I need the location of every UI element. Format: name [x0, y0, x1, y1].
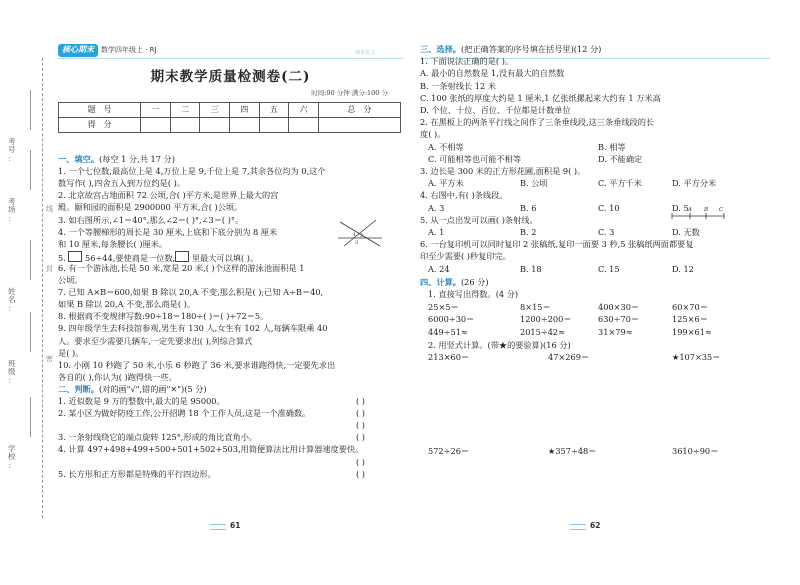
brand-subtitle: 数学四年级上 · RJ [101, 45, 157, 54]
calc-item: 47×269＝ [548, 352, 590, 362]
question-line: A. 最小的自然数是 1,没有最大的自然数 [420, 68, 565, 79]
calc-item: 400×30＝ [598, 301, 640, 312]
question-line [58, 251, 258, 264]
question-line: 5. 长方形和正方形都是特殊的平行四边形。 [58, 468, 216, 479]
question-line: 人。要求至少需要几辆车,一定先要求出( ),列综合算式 [58, 335, 253, 346]
question-line: 2. 在黑板上的两条平行线之间作了三条垂线段,这三条垂线段的长 [420, 117, 655, 128]
option: B. 相等 [598, 141, 626, 152]
segment-label-a: A [688, 207, 692, 213]
question-line: 6. 一台复印机可以同时复印 2 张稿纸,复印一面要 3 秒,5 张稿纸两面都要复 [420, 239, 694, 250]
calc-item: 630÷70＝ [598, 314, 640, 325]
question-line: 数写作( ),四舍五入到万位约是( )。 [58, 178, 186, 189]
angle-label-3: 3 [355, 240, 359, 246]
question-line: 是( )。 [58, 347, 84, 358]
brand-logo [58, 44, 157, 57]
question-line: B. 一条射线长 12 米 [420, 80, 496, 91]
question-text: 5. [58, 252, 69, 263]
score-header-row [59, 103, 401, 118]
answer-paren: ( ) [356, 396, 365, 406]
question-line: 4. 一个等腰梯形的周长是 30 厘米,上底和下底分别为 8 厘米 [58, 226, 278, 237]
page-num-deco-left [210, 524, 226, 530]
question-line: 3. 如右图所示,∠1＝40°,那么∠2＝( )°,∠3＝( )°。 [58, 214, 244, 225]
score-cell [170, 118, 200, 133]
option: C. 可能相等也可能不相等 [428, 153, 522, 164]
section-title: 一、填空。 [58, 154, 99, 164]
corner-tag: 期末复习 [355, 50, 376, 56]
binding-label: 考 号 ： [8, 137, 16, 163]
question-line: C. 100 张纸的厚度大约是 1 厘米,1 亿张纸摞起来大约有 1 万米高 [420, 92, 661, 103]
option: D. 5 [672, 202, 689, 213]
score-cell [200, 118, 230, 133]
section-note: (对的画"√",错的画"✕")(5 分) [98, 383, 207, 394]
binding-label: 考 场 ： [8, 197, 16, 223]
option: A. 不相等 [428, 141, 464, 152]
option: A. 3 [428, 202, 445, 213]
score-header-cell: 六 [289, 103, 319, 118]
calc-item: 199×61≈ [672, 327, 712, 338]
option: C. 15 [598, 263, 620, 274]
answer-paren: ( ) [356, 456, 365, 467]
question-line: 1. 近似数是 9 万的整数中,最大的是 95000。 [58, 396, 225, 406]
score-cell [229, 118, 259, 133]
calc-item: ★357÷48＝ [548, 446, 597, 456]
binding-cut-char: 封 [46, 265, 53, 273]
binding-label: 学 校 ： [8, 444, 16, 470]
section-note: (每空 1 分,共 17 分) [98, 154, 175, 164]
question-line: 1. 一个七位数,最高位上是 4,万位上是 9,千位上是 7,其余各位均为 0,这个 [58, 166, 326, 177]
page-title: 期末教学质量检测卷(二) [150, 69, 311, 85]
calc-item: 60×70＝ [672, 301, 708, 312]
calc-item: 572÷26＝ [428, 446, 470, 456]
section-heading [420, 44, 601, 55]
question-line: 3. 一条射线绕它的端点旋转 125°,形成的角比直角小。 [58, 432, 258, 443]
question-line: 9. 四年级学生去科技馆参观,男生有 130 人,女生有 102 人,每辆车限乘 40 [58, 323, 328, 334]
question-line: 如果 B 除以 20,A 不变,那么商是( )。 [58, 299, 196, 310]
binding-cut-char: 密 [46, 355, 53, 363]
angle-figure [336, 218, 384, 248]
calc-item: 213×60＝ [428, 352, 470, 362]
score-cell [318, 118, 400, 133]
calc-item: 8×15＝ [520, 301, 551, 312]
question-line: 殿。颐和园的面积是 2900000 平方米,合( )公顷。 [58, 202, 243, 213]
option: A. 24 [428, 263, 450, 274]
question-line: 2. 北京故宫占地面积 72 公顷,合( )平方米,是世界上最大的宫 [58, 190, 279, 201]
binding-field-line [30, 90, 31, 130]
calc-item: 3610÷90＝ [672, 446, 719, 456]
score-cell [289, 118, 319, 133]
segment-label-c: C [719, 207, 724, 213]
score-header-cell: 四 [229, 103, 259, 118]
calc-item: 31×79≈ [598, 327, 633, 338]
score-cell [259, 118, 289, 133]
calc-item: 2015÷42≈ [520, 327, 565, 338]
segment-figure [668, 202, 728, 221]
question-line: 2. 用竖式计算。(带★的要验算)(16 分) [428, 339, 571, 350]
option: B. 6 [520, 202, 537, 213]
option: C. 平方千米 [598, 178, 642, 189]
section-title: 三、选择。 [420, 44, 461, 54]
angle-label-1: 1 [353, 232, 357, 238]
score-header-cell: 题 号 [59, 103, 141, 118]
option: C. 3 [598, 227, 615, 237]
page-num-deco-right [570, 524, 586, 530]
option: C. 10 [598, 202, 620, 213]
score-row [59, 118, 401, 133]
section-heading [58, 154, 175, 165]
answer-paren: ( ) [356, 432, 365, 443]
page-number-right: 62 [590, 521, 601, 530]
section-heading [58, 384, 207, 395]
option: D. 不能确定 [598, 153, 643, 164]
binding-field-line [30, 312, 31, 352]
section-title: 二、判断。 [58, 383, 99, 394]
question-line: 1. 直接写出得数。(4 分) [428, 289, 519, 299]
question-line: 7. 已知 A×B＝600,如果 B 除以 20,A 不变,那么积是( );已知 A÷B＝40, [58, 287, 324, 298]
binding-cut-char: 线 [46, 205, 53, 213]
binding-label: 班 级 ： [8, 359, 16, 385]
calc-item: 449÷51≈ [428, 327, 468, 338]
binding-field-line [30, 397, 31, 437]
score-header-cell: 五 [259, 103, 289, 118]
score-header-cell: 三 [200, 103, 230, 118]
option: D. 12 [672, 263, 694, 274]
section-title: 四、计算。 [420, 276, 461, 287]
question-line: 10. 小刚 10 秒跑了 50 米,小乐 6 秒跑了 36 米,要求谁跑得快,一定要先求出 [58, 359, 336, 370]
section-note: (把正确答案的序号填在括号里)(12 分) [460, 44, 602, 54]
question-line: 各自的( ),你认为( )跑得快一些。 [58, 371, 177, 382]
score-header-cell: 二 [170, 103, 200, 118]
calc-item: 1200÷200＝ [520, 314, 572, 325]
option: B. 2 [520, 227, 537, 237]
question-line: D. 个位、十位、百位、千位都是计数单位 [420, 105, 571, 115]
binding-field-line [30, 150, 31, 190]
question-text: 56÷44,要使商是一位数, [82, 252, 176, 263]
score-cell: 得 分 [59, 118, 141, 133]
question-line: 度( )。 [420, 129, 446, 140]
question-line: 和 10 厘米,每条腰长( )厘米。 [58, 238, 168, 249]
question-line: 5. 从一点出发可以画( )条射线。 [420, 214, 538, 225]
score-cell [141, 118, 171, 133]
calc-item: 6000÷30＝ [428, 314, 475, 325]
question-line: 4. 计算 497+498+499+500+501+502+503,用简便算法比用计算器速度要快。 [58, 444, 364, 455]
blank-box [175, 251, 189, 262]
question-line: 4. 右图中,有( )条线段。 [420, 190, 508, 201]
segment-label-b: B [704, 207, 709, 213]
section-heading [420, 277, 489, 288]
question-line: 3. 边长是 300 米的正方形花圃,面积是 9( )。 [420, 166, 586, 176]
question-line: 8. 根据商不变规律写数:90÷18＝180÷( )＝( )÷72＝5。 [58, 311, 269, 322]
binding-dashed-line [42, 58, 43, 518]
header-rule-left [58, 58, 403, 59]
page-number-left: 61 [230, 521, 241, 530]
question-line: 6. 有一个游泳池,长是 50 米,宽是 20 米,( )个这样的游泳池面积是 1 [58, 262, 305, 273]
option: D. 无数 [672, 227, 700, 237]
option: B. 18 [520, 263, 542, 274]
score-header-cell: 一 [141, 103, 171, 118]
binding-field-line [30, 240, 31, 280]
answer-paren: ( ) [356, 408, 365, 419]
question-line: 2. 某小区为做好防疫工作,公开招聘 18 个工作人员,这是一个准确数。 [58, 408, 311, 419]
option: B. 公顷 [520, 178, 548, 189]
option: A. 平方米 [428, 178, 464, 189]
binding-label: 姓 名 ： [8, 287, 16, 313]
question-line: 1. 下面说法正确的是( )。 [420, 56, 514, 67]
answer-paren: ( ) [356, 420, 365, 431]
time-score-line: 时间:90 分钟 满分:100 分 [311, 89, 388, 97]
brand-badge: 核心期末 [58, 44, 98, 57]
angle-label-2: 2 [360, 233, 364, 239]
blank-box [68, 251, 82, 262]
score-table [58, 102, 401, 133]
question-text: 里最大可以填( )。 [189, 252, 259, 263]
question-line: 公顷。 [58, 275, 83, 285]
option: D. 平方分米 [672, 178, 717, 189]
calc-item: ★107×35＝ [672, 352, 721, 362]
section-note: (26 分) [460, 276, 489, 287]
question-line: 印至少需要( )秒复印完。 [420, 251, 511, 262]
answer-paren: ( ) [356, 468, 365, 479]
option: A. 1 [428, 227, 445, 237]
score-header-cell: 总 分 [318, 103, 400, 118]
calc-item: 25×5＝ [428, 301, 459, 312]
calc-item: 125×6＝ [672, 314, 708, 325]
